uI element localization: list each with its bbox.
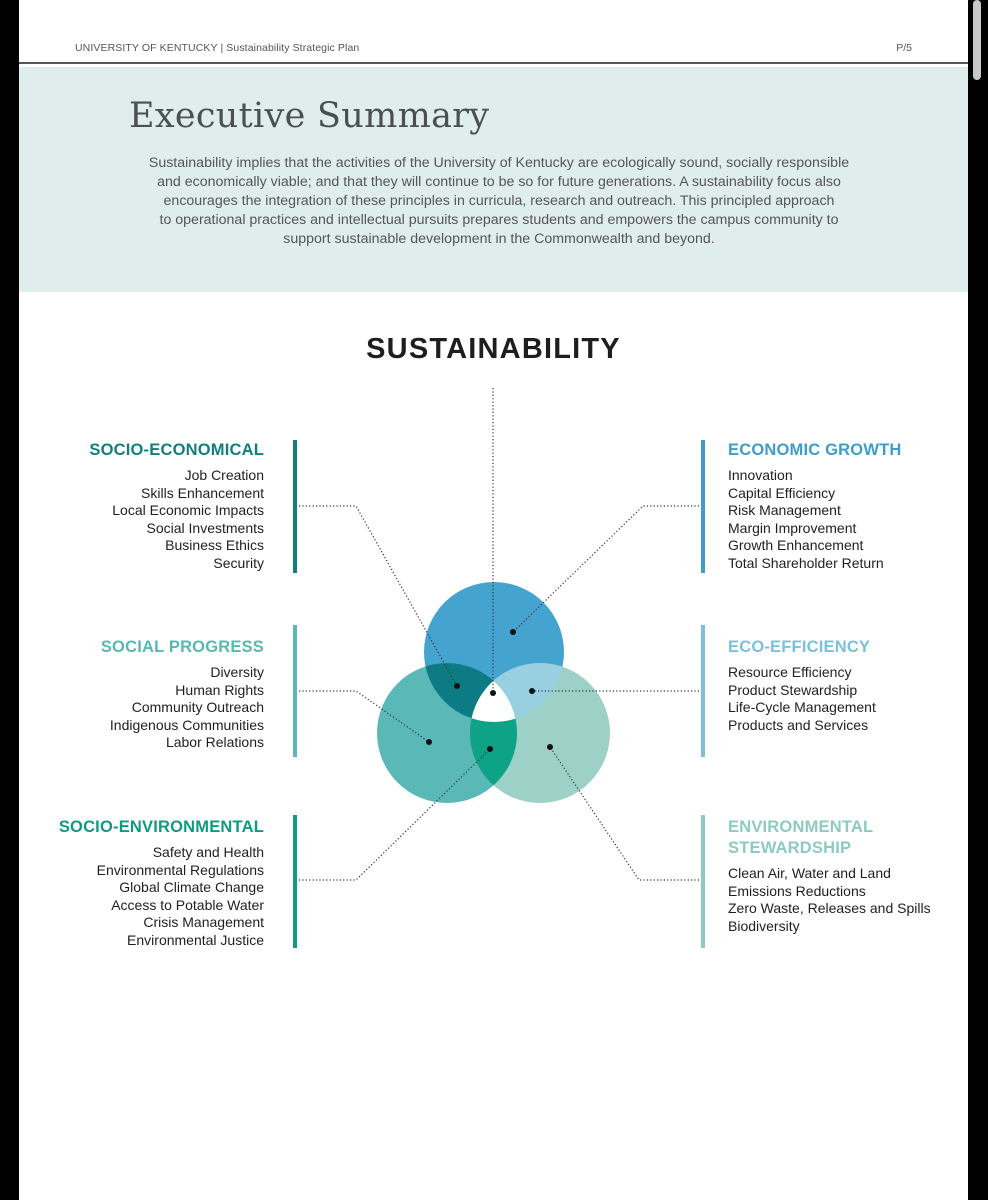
summary-line: to operational practices and intellectual pursuits prepares students and empowers the campus community to xyxy=(159,212,839,228)
social-progress-bar xyxy=(293,625,297,757)
group-item: Business Ethics xyxy=(165,537,264,554)
group-socio-economical xyxy=(19,440,264,573)
summary-line: encourages the integration of these principles in curricula, research and outreach. This principled approach xyxy=(163,193,835,209)
group-item: Capital Efficiency xyxy=(728,484,836,501)
group-item: Margin Improvement xyxy=(728,519,857,536)
group-environmental-stewardship xyxy=(728,817,968,935)
group-item: Risk Management xyxy=(728,502,841,519)
socio-economical-bar xyxy=(293,440,297,573)
group-item: Job Creation xyxy=(184,467,264,483)
group-title: SOCIO-ECONOMICAL xyxy=(89,441,264,459)
group-title: ECONOMIC GROWTH xyxy=(728,441,902,459)
eco-efficiency-bar xyxy=(701,625,705,757)
group-item: Local Economic Impacts xyxy=(112,502,264,519)
center-dot xyxy=(490,690,496,696)
eco-efficiency-dot xyxy=(529,688,535,694)
summary-line: support sustainable development in the Commonwealth and beyond. xyxy=(283,231,715,247)
summary-line: Sustainability implies that the activities of the University of Kentucky are ecologically sound, socially responsible xyxy=(148,155,850,171)
economic-growth-bar xyxy=(701,440,705,573)
scrollbar-thumb[interactable] xyxy=(973,0,981,80)
diagram-title: SUSTAINABILITY xyxy=(366,333,621,365)
group-eco-efficiency xyxy=(728,637,968,734)
group-item: Indigenous Communities xyxy=(109,716,264,733)
economic-dot xyxy=(510,629,516,635)
group-item: Life-Cycle Management xyxy=(728,699,876,716)
socio-economical-dot xyxy=(454,683,460,689)
group-item: Social Investments xyxy=(146,519,264,536)
executive-summary-title: Executive Summary xyxy=(129,96,490,136)
group-title xyxy=(728,817,968,859)
group-item: Environmental Regulations xyxy=(96,861,264,878)
group-socio-environmental xyxy=(19,817,264,950)
social-dot xyxy=(426,739,432,745)
group-item: Diversity xyxy=(210,664,264,680)
group-item: Access to Potable Water xyxy=(111,896,264,913)
group-item: Community Outreach xyxy=(131,699,264,716)
summary-line: and economically viable; and that they will continue to be so for future generations. A sustainability focus also xyxy=(157,174,841,190)
environmental-dot xyxy=(547,744,553,750)
group-title: ECO-EFFICIENCY xyxy=(728,638,871,656)
group-item: Innovation xyxy=(728,467,793,483)
group-item: Human Rights xyxy=(175,681,264,698)
group-item: Emissions Reductions xyxy=(728,882,866,899)
group-social-progress xyxy=(19,637,264,752)
group-item: Biodiversity xyxy=(728,917,800,934)
group-item: Product Stewardship xyxy=(728,681,858,698)
group-item: Resource Efficiency xyxy=(728,664,852,680)
sustainability-venn-diagram xyxy=(19,0,968,1200)
group-title: SOCIAL PROGRESS xyxy=(100,638,264,656)
group-economic-growth xyxy=(728,440,968,573)
group-item: Labor Relations xyxy=(165,734,264,751)
group-title: SOCIO-ENVIRONMENTAL xyxy=(58,818,264,836)
group-item: Environmental Justice xyxy=(127,931,264,948)
group-item: Total Shareholder Return xyxy=(728,554,884,571)
group-item: Safety and Health xyxy=(152,844,264,860)
group-title-line: STEWARDSHIP xyxy=(728,839,852,857)
environmental-stewardship-bar xyxy=(701,815,705,948)
group-item: Zero Waste, Releases and Spills xyxy=(728,900,931,917)
group-item: Clean Air, Water and Land xyxy=(728,865,891,881)
group-item: Global Climate Change xyxy=(119,879,264,896)
group-item: Products and Services xyxy=(728,716,869,733)
group-item: Security xyxy=(213,554,264,571)
document-page xyxy=(19,0,968,1200)
group-item: Crisis Management xyxy=(143,914,264,931)
group-item: Skills Enhancement xyxy=(141,484,264,501)
running-header-title: UNIVERSITY OF KENTUCKY | Sustainability Strategic Plan xyxy=(75,42,360,54)
socio-environmental-bar xyxy=(293,815,297,948)
socio-environmental-dot xyxy=(487,746,493,752)
page-number: P/5 xyxy=(896,42,912,54)
group-title-line: ENVIRONMENTAL xyxy=(728,818,874,836)
group-item: Growth Enhancement xyxy=(728,537,864,554)
